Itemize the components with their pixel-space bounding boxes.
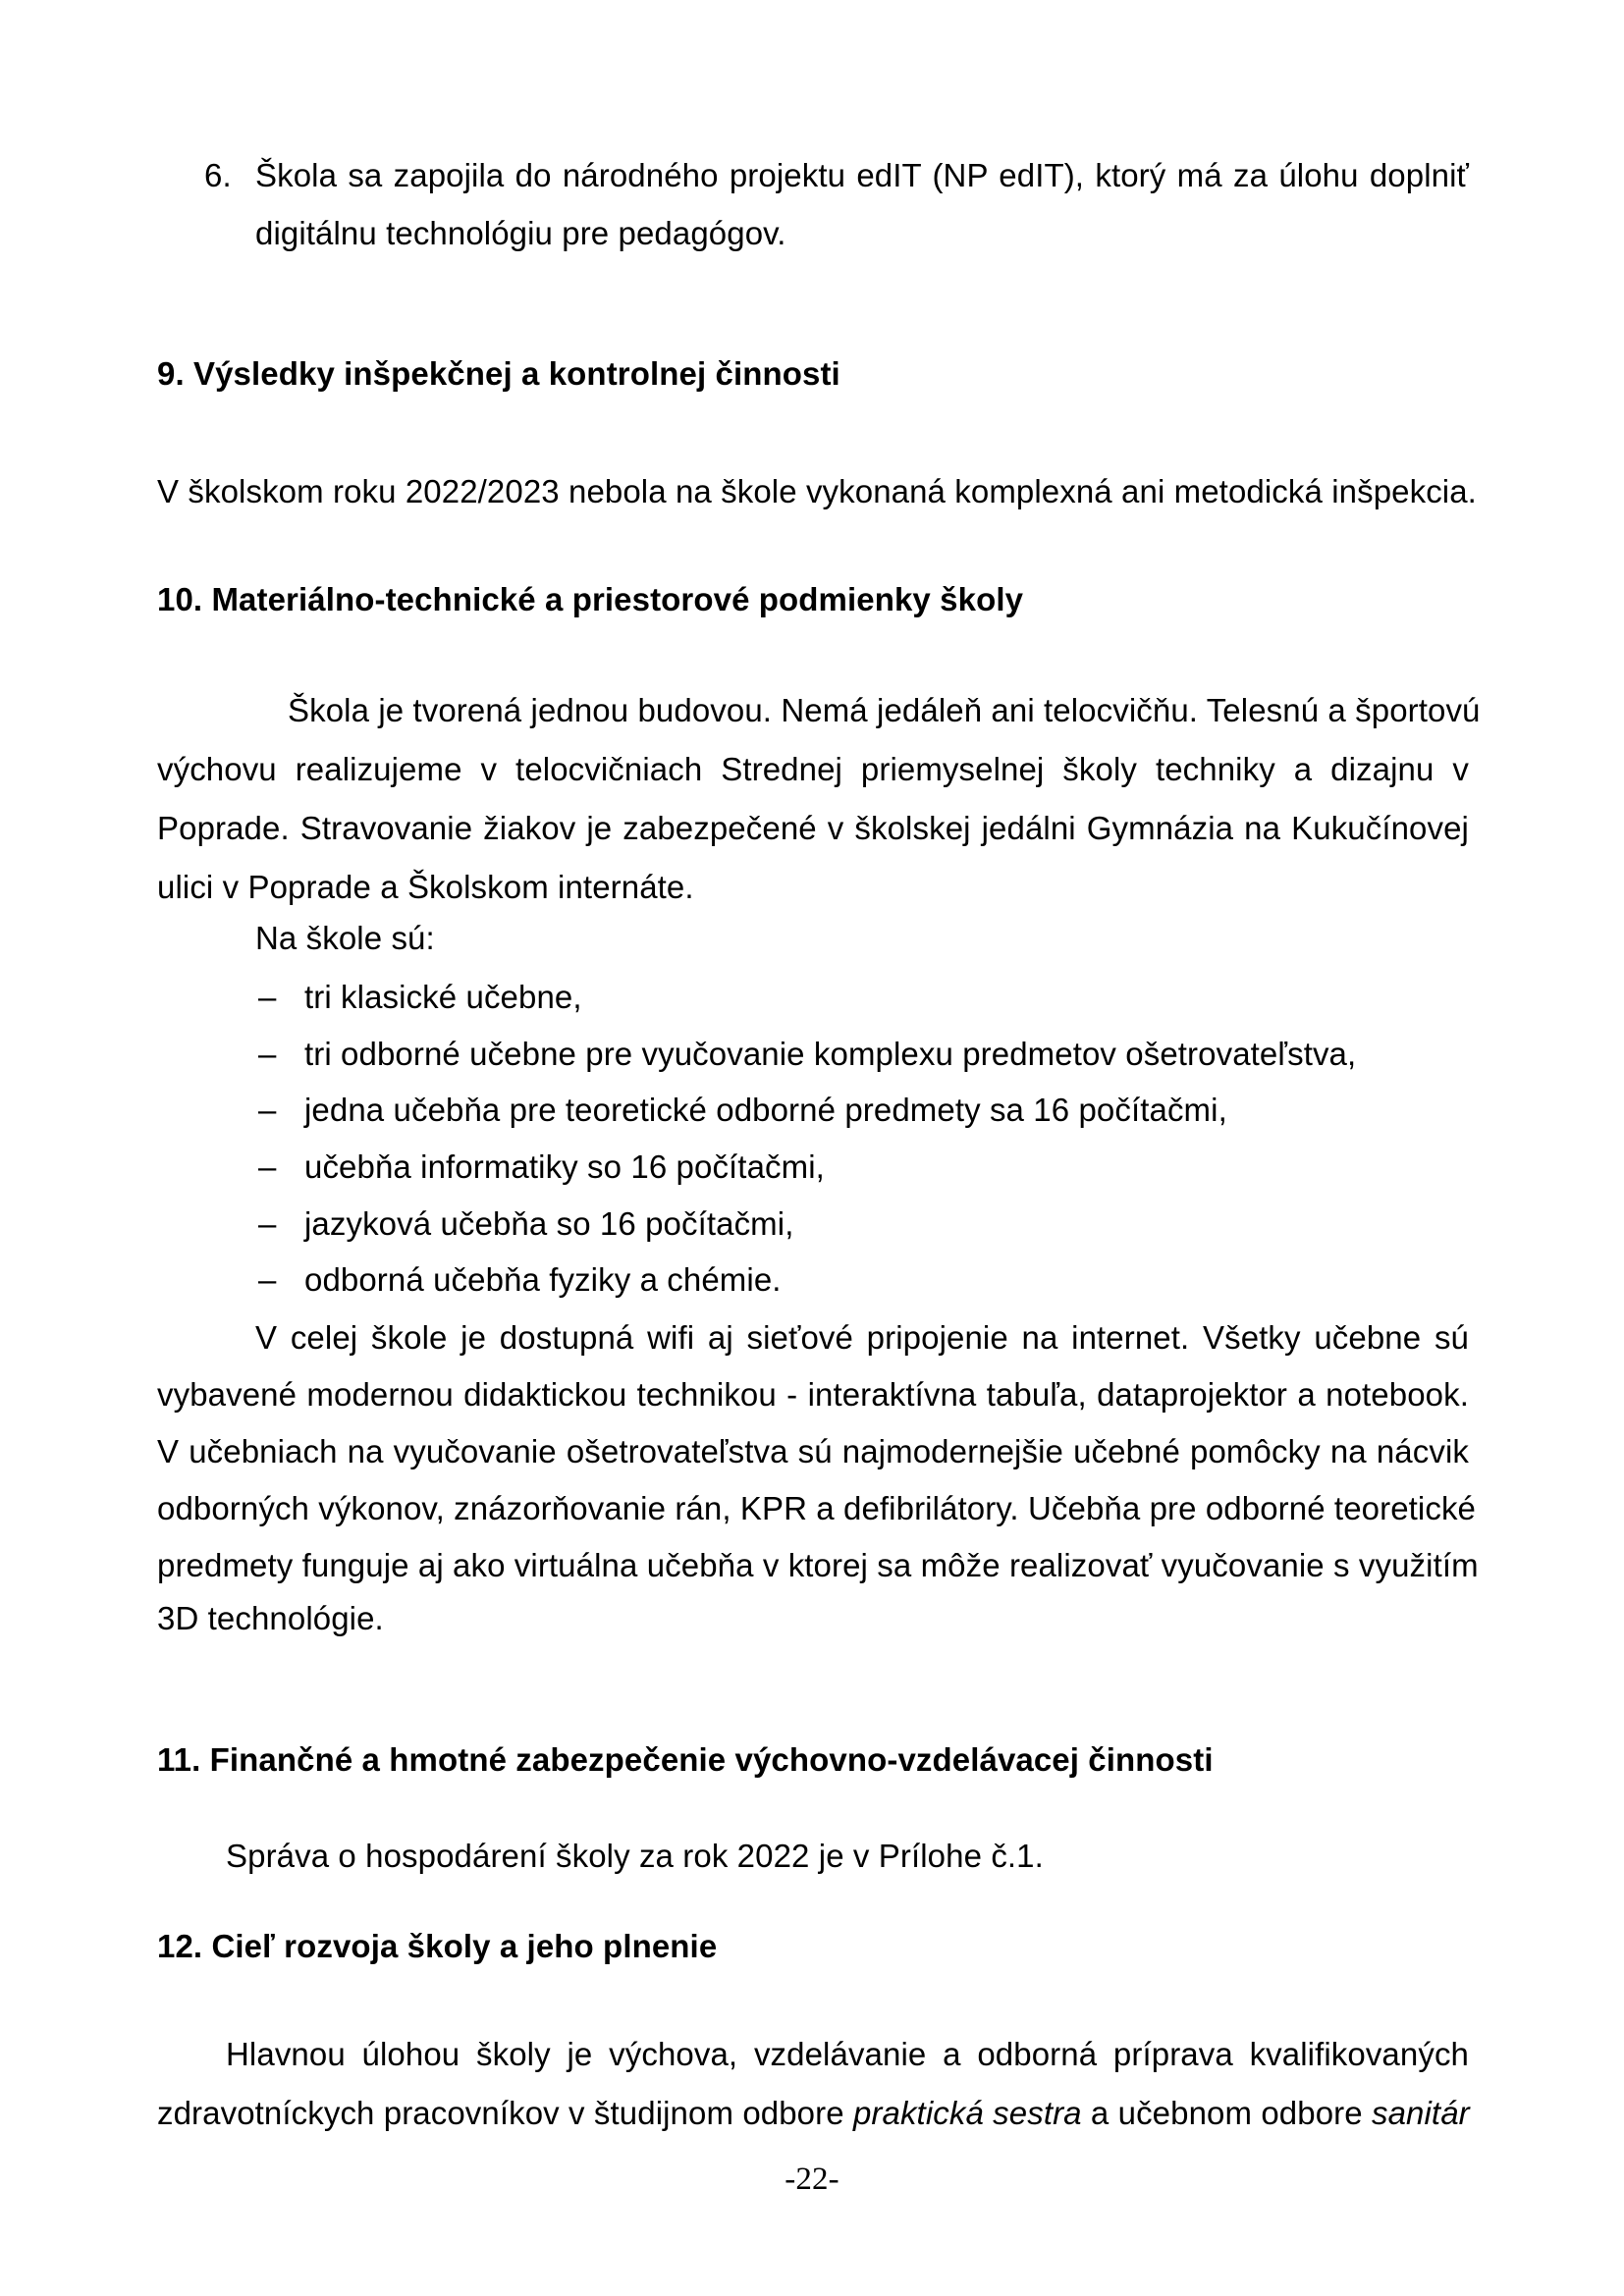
text-segment: Na škole sú: <box>255 920 435 956</box>
text-segment: tri klasické učebne, <box>304 979 582 1015</box>
text-segment: 3D technológie. <box>157 1600 384 1636</box>
text-segment: V učebniach na vyučovanie ošetrovateľstva sú najmodernejšie učebné pomôcky na nácvik <box>157 1433 1469 1469</box>
text-segment: 10. Materiálno-technické a priestorové podmienky školy <box>157 581 1024 617</box>
heading-11-line-1 <box>157 1740 1214 1780</box>
text-segment: odborných výkonov, znázorňovanie rán, KPR a defibrilátory. Učebňa pre odborné teoretické <box>157 1490 1476 1526</box>
para-inspection-line-1 <box>157 472 1477 511</box>
para-equipment-line-1 <box>255 1318 1469 1358</box>
text-segment: a učebnom odbore <box>1081 2095 1372 2131</box>
para-list-intro-line-1 <box>255 919 435 958</box>
text-segment: výchovu realizujeme v telocvičniach Strednej priemyselnej školy techniky a dizajnu v <box>157 751 1469 787</box>
para-goal-line-1 <box>226 2035 1469 2074</box>
text-segment: V celej škole je dostupná wifi aj sieťové pripojenie na internet. Všetky učebne sú <box>255 1319 1469 1356</box>
numbered-item-6-number: 6. <box>204 157 232 193</box>
para-equipment-line-2 <box>157 1375 1469 1415</box>
text-segment: predmety funguje aj ako virtuálna učebňa v ktorej sa môže realizovať vyučovanie s využitím <box>157 1547 1479 1583</box>
text-segment: V školskom roku 2022/2023 nebola na škole vykonaná komplexná ani metodická inšpekcia. <box>157 473 1477 509</box>
classroom-list-line-4 <box>258 1148 825 1187</box>
para-building-line-2 <box>157 750 1469 789</box>
numbered-item-6-line-2 <box>255 214 786 253</box>
page-footer-line-1 <box>0 2160 1624 2199</box>
text-segment: digitálnu technológiu pre pedagógov. <box>255 215 786 251</box>
text-segment: Škola sa zapojila do národného projektu edIT (NP edIT), ktorý má za úlohu doplniť <box>255 157 1469 193</box>
para-equipment-line-4 <box>157 1489 1476 1528</box>
para-building-line-3 <box>157 809 1469 848</box>
numbered-item-6-line-1 <box>255 156 1469 195</box>
text-segment: -22- <box>785 2162 839 2197</box>
text-segment: odborná učebňa fyziky a chémie. <box>304 1261 782 1298</box>
classroom-list-line-6 <box>258 1260 782 1300</box>
text-segment: 12. Cieľ rozvoja školy a jeho plnenie <box>157 1928 718 1964</box>
text-segment: sanitár <box>1371 2095 1470 2131</box>
heading-12-line-1 <box>157 1927 717 1966</box>
text-segment: zdravotníckych pracovníkov v študijnom odbore <box>157 2095 853 2131</box>
list-dash: – <box>258 979 277 1015</box>
para-building-line-4 <box>157 868 694 907</box>
text-segment: vybavené modernou didaktickou technikou - interaktívna tabuľa, dataprojektor a notebook. <box>157 1376 1469 1413</box>
classroom-list-line-1 <box>258 978 582 1017</box>
para-goal-line-2 <box>157 2094 1469 2133</box>
text-segment: jedna učebňa pre teoretické odborné predmety sa 16 počítačmi, <box>304 1092 1227 1128</box>
text-segment: praktická sestra <box>852 2095 1082 2131</box>
text-segment: učebňa informatiky so 16 počítačmi, <box>304 1148 825 1185</box>
text-segment: Škola je tvorená jednou budovou. Nemá jedáleň ani telocvičňu. Telesnú a športovú <box>288 692 1481 728</box>
classroom-list-line-3 <box>258 1091 1227 1130</box>
text-segment: 11. Finančné a hmotné zabezpečenie výchovno-vzdelávacej činnosti <box>157 1741 1214 1778</box>
para-equipment-line-6 <box>157 1599 384 1638</box>
list-dash: – <box>258 1036 277 1072</box>
para-finance-line-1 <box>226 1837 1044 1876</box>
text-segment: ulici v Poprade a Školskom internáte. <box>157 869 694 905</box>
heading-10-line-1 <box>157 580 1023 619</box>
list-dash: – <box>258 1205 277 1242</box>
text-segment: Hlavnou úlohou školy je výchova, vzdelávanie a odborná príprava kvalifikovaných <box>226 2036 1469 2072</box>
para-building-line-1 <box>288 691 1481 730</box>
para-equipment-line-3 <box>157 1432 1469 1471</box>
para-equipment-line-5 <box>157 1546 1479 1585</box>
classroom-list-line-5 <box>258 1204 793 1244</box>
text-segment: tri odborné učebne pre vyučovanie komplexu predmetov ošetrovateľstva, <box>304 1036 1357 1072</box>
heading-9-line-1 <box>157 354 840 394</box>
text-segment: Správa o hospodárení školy za rok 2022 je v Prílohe č.1. <box>226 1838 1044 1874</box>
list-dash: – <box>258 1148 277 1185</box>
text-segment: jazyková učebňa so 16 počítačmi, <box>304 1205 794 1242</box>
list-dash: – <box>258 1092 277 1128</box>
text-segment: Poprade. Stravovanie žiakov je zabezpečené v školskej jedálni Gymnázia na Kukučínovej <box>157 810 1469 846</box>
list-dash: – <box>258 1261 277 1298</box>
classroom-list-line-2 <box>258 1035 1356 1074</box>
text-segment: 9. Výsledky inšpekčnej a kontrolnej činnosti <box>157 355 840 392</box>
